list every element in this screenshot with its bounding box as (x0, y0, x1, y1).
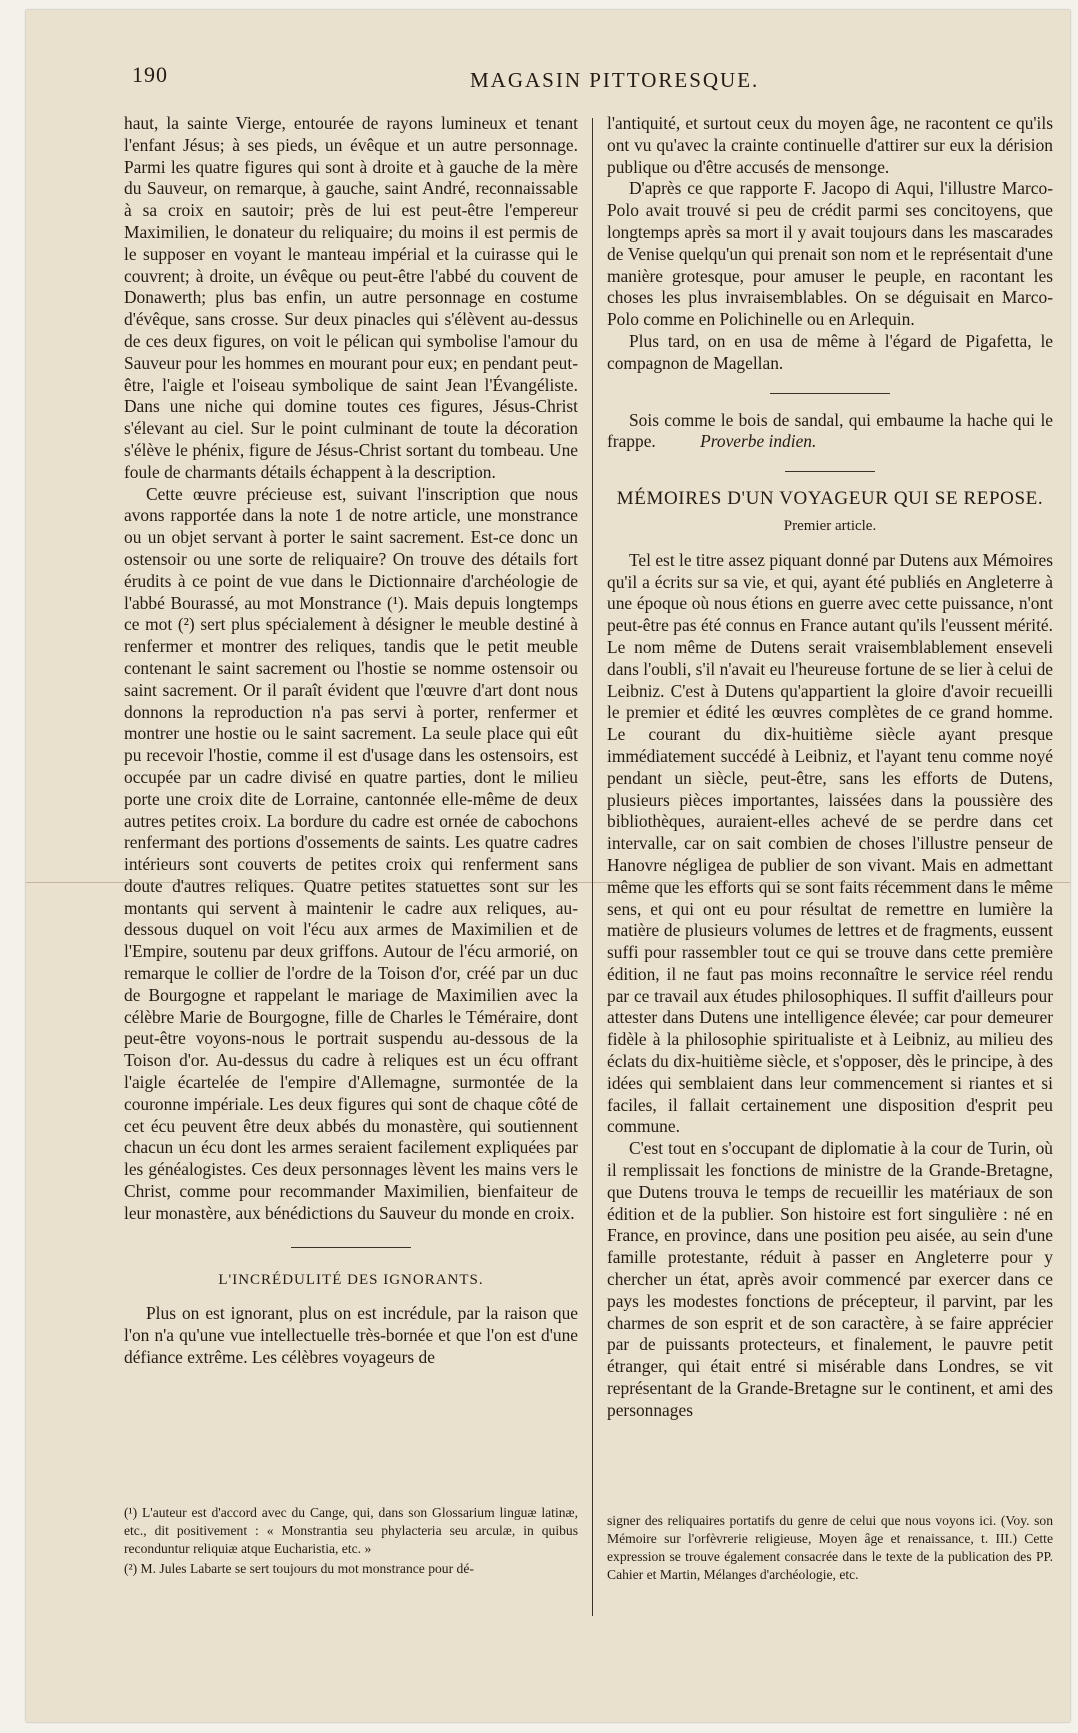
right-paragraph-3: Plus tard, on en usa de même à l'égard de Pigafetta, le compagnon de Magellan. (607, 330, 1053, 373)
section-title-incredulite: L'INCRÉDULITÉ DES IGNORANTS. (218, 1271, 484, 1288)
footnote-2-continued: signer des reliquaires portatifs du genre de celui que nous voyons ici. (Voy. son Mémoire sur l'orfèvrerie religieuse, Moyen âge et renaissance, t. III.) Cette expression se trouve également consacrée dans le texte de la publication des PP. Cahier et Martin, Mélanges d'archéologie, etc. (607, 1513, 1053, 1582)
right-paragraph-5: C'est tout en s'occupant de diplomatie à la cour de Turin, où il remplissait les fonctions de ministre de la Grande-Bretagne, que Dutens trouva le temps de recueillir les matériaux de son édition et de la publier. Son histoire est fort singulière : né en France, en province, dans une position peu aisée, au sein d'une famille protestante, réduit à passer en Angleterre pour y chercher un état, après avoir commencé par exercer dans ce pays les modestes fonctions de précepteur, il parvint, par les charmes de son esprit et de son caractère, à se faire apprécier par de puissants protecteurs, et finalement, le pauvre petit étranger, qui était entré si misérable dans Londres, se vit représentant de la Grande-Bretagne sur le continent, et ami des personnages (607, 1138, 1053, 1420)
section-title-memoires: MÉMOIRES D'UN VOYAGEUR QUI SE REPOSE. (616, 488, 1044, 510)
right-column (607, 113, 1053, 1422)
left-column (124, 113, 578, 1369)
proverb-rule-top (770, 393, 890, 394)
footnotes-left (124, 1504, 578, 1580)
footnotes-right (607, 1512, 1053, 1586)
left-paragraph-3: Plus on est ignorant, plus on est incrédule, par la raison que l'on n'a qu'une vue intellectuelle très-bornée et que l'on est d'une défiance extrême. Les célèbres voyageurs de (124, 1303, 578, 1368)
running-head: MAGASIN PITTORESQUE. (470, 68, 760, 92)
column-divider (592, 118, 593, 1616)
footnote-2: (²) M. Jules Labarte se sert toujours du mot monstrance pour dé- (124, 1561, 474, 1576)
proverb-source: Proverbe indien. (700, 431, 817, 452)
section-rule (291, 1247, 411, 1248)
right-paragraph-1: l'antiquité, et surtout ceux du moyen âge, ne racontent ce qu'ils ont vu qu'avec la crainte continuelle d'attirer sur eux la dérision publique ou d'être accusés de mensonge. (607, 113, 1053, 177)
left-paragraph-2: Cette œuvre précieuse est, suivant l'inscription que nous avons rapportée dans la note 1 de notre article, une monstrance ou un objet servant à porter le saint sacrement. Est-ce donc un ostensoir ou une sorte de reliquaire? On trouve des détails fort érudits à ce point de vue dans le Dictionnaire d'archéologie de l'abbé Bourassé, au mot Monstrance (¹). Mais depuis longtemps ce mot (²) sert plus spécialement à désigner le meuble destiné à renfermer et montrer des reliques, tandis que le petit meuble contenant le saint sacrement ou l'hostie se nomme ostensoir ou saint sacrement. Or il paraît évident que l'œuvre d'art dont nous donnons la reproduction n'a pas servi à porter, renfermer et montrer une hostie ou le saint sacrement. La seule place qui eût pu recevoir l'hostie, comme il est d'usage dans les ostensoirs, est occupée par un cadre divisé en quatre parties, dont le milieu porte une croix dite de Lorraine, cantonnée elle-même de deux autres petites croix. La bordure du cadre est ornée de cabochons renfermant des portions d'ossements de saints. Les quatre cadres intérieurs sont couverts de petites croix qui renferment sans doute d'autres reliques. Quatre petites statuettes sont sur les montants qui servent à maintenir le cadre aux reliques, au-dessous duquel on voit l'écu aux armes de Maximilien et de l'Empire, soutenu par deux griffons. Autour de l'écu armorié, on remarque le collier de l'ordre de la Toison d'or, créé par un duc de Bourgogne et rappelant le mariage de Maximilien avec la célèbre Marie de Bourgogne, fille de Charles le Téméraire, dont peut-être voyons-nous le portrait suspendu au-dessous de la Toison d'or. Au-dessus du cadre à reliques est un écu offrant l'aigle écartelée de l'empire d'Allemagne, surmontée de la couronne impériale. Les deux figures qui sont de chaque côté de cet écu peuvent être deux abbés du monastère, qui soutiennent chacun un écu dont les armes seraient facilement expliquées par les généalogistes. Ces deux personnages lèvent les mains vers le Christ, comme pour recommander Maximilien, bienfaiteur de leur monastère, aux bénédictions du Sauveur du monde en croix. (124, 483, 578, 1223)
proverb-text: Sois comme le bois de sandal, qui embaume la hache qui le frappe. (607, 409, 1053, 452)
section-subtitle: Premier article. (783, 517, 877, 534)
proverb-rule-bottom (785, 471, 875, 472)
page-number: 190 (132, 62, 168, 87)
proverb (607, 410, 1053, 454)
footnote-1: (¹) L'auteur est d'accord avec du Cange, qui, dans son Glossarium linguæ latinæ, etc., dit positivement : « Monstrantia seu phylacteria seu arculæ, in quibus reconduntur reliquiæ atque Eucharistia, etc. » (124, 1505, 578, 1556)
right-paragraph-4: Tel est le titre assez piquant donné par Dutens aux Mémoires qu'il a écrits sur sa vie, et qui, ayant été publiés en Angleterre à une époque où nous étions en guerre avec cette puissance, n'ont peut-être pas été connus en France autant qu'ils l'eussent mérité. Le nom même de Dutens serait vraisemblablement enseveli dans l'oubli, s'il n'avait eu l'heureuse fortune de se lier à celui de Leibniz. C'est à Dutens qu'appartient la gloire d'avoir recueilli le premier et édité les œuvres complètes de ce grand homme. Le courant du dix-huitième siècle ayant presque immédiatement succédé à Leibniz, et l'ayant tenu comme noyé pendant un siècle, peut-être, sans les efforts de Dutens, plusieurs pièces importantes, laissées dans la poussière des bibliothèques, auraient-elles achevé de se perdre dans cet intervalle, car on sait combien de choses l'illustre penseur de Hanovre négligea de publier de son vivant. Mais en admettant même que les efforts qui se sont faits récemment dans le même sens, et qui ont eu pour résultat de remettre en lumière la matière de plusieurs volumes de lettres et de fragments, eussent suffi pour rassembler tout ce qui se trouve dans cette première édition, il ne faut pas moins reconnaître le service réel rendu par ce travail aux études philosophiques. Il suffit d'ailleurs pour attester dans Dutens une intelligence élevée; car pour demeurer fidèle à la philosophie spiritualiste et à Leibniz, au milieu des éclats du dix-huitième siècle, et s'opposer, dès le principe, à des idées qui semblaient dans leur commencement si riantes et si faciles, il fallait certainement une disposition d'esprit peu commune. (607, 549, 1053, 1137)
right-paragraph-2: D'après ce que rapporte F. Jacopo di Aqui, l'illustre Marco-Polo avait trouvé si peu de crédit parmi ses concitoyens, que longtemps après sa mort il y avait toujours dans les mascarades de Venise quelqu'un qui prenait son nom et le représentait d'une manière grotesque, pour amuser le peuple, en racontant les choses les plus invraisemblables. On se déguisait en Marco-Polo comme en Polichinelle ou en Arlequin. (607, 178, 1053, 330)
left-paragraph-1: haut, la sainte Vierge, entourée de rayons lumineux et tenant l'enfant Jésus; à ses pieds, un évêque et un autre personnage. Parmi les quatre figures qui sont à droite et à gauche de la mère du Sauveur, on remarque, à gauche, saint André, reconnaissable à sa croix en sautoir; près de lui est peut-être l'empereur Maximilien, le donateur du reliquaire; du moins il est permis de le supposer en voyant le manteau impérial et la cuirasse qui le couvrent; à droite, un évêque ou peut-être l'abbé du couvent de Donawerth; plus bas enfin, un autre personnage en costume d'évêque, sans crosse. Sur deux pinacles qui s'élèvent au-dessus de ces deux figures, on voit le pélican qui symbolise l'amour du Sauveur pour les hommes en mourant pour eux; en pendant peut-être, l'aigle et l'oiseau symbolique de saint Jean l'Évangéliste. Dans une niche qui domine toutes ces figures, Jésus-Christ s'élevant au ciel. Sur le point culminant de toute la décoration s'élève le phénix, figure de Jésus-Christ sortant du tombeau. Une foule de charmants détails échappent à la description. (124, 113, 578, 482)
